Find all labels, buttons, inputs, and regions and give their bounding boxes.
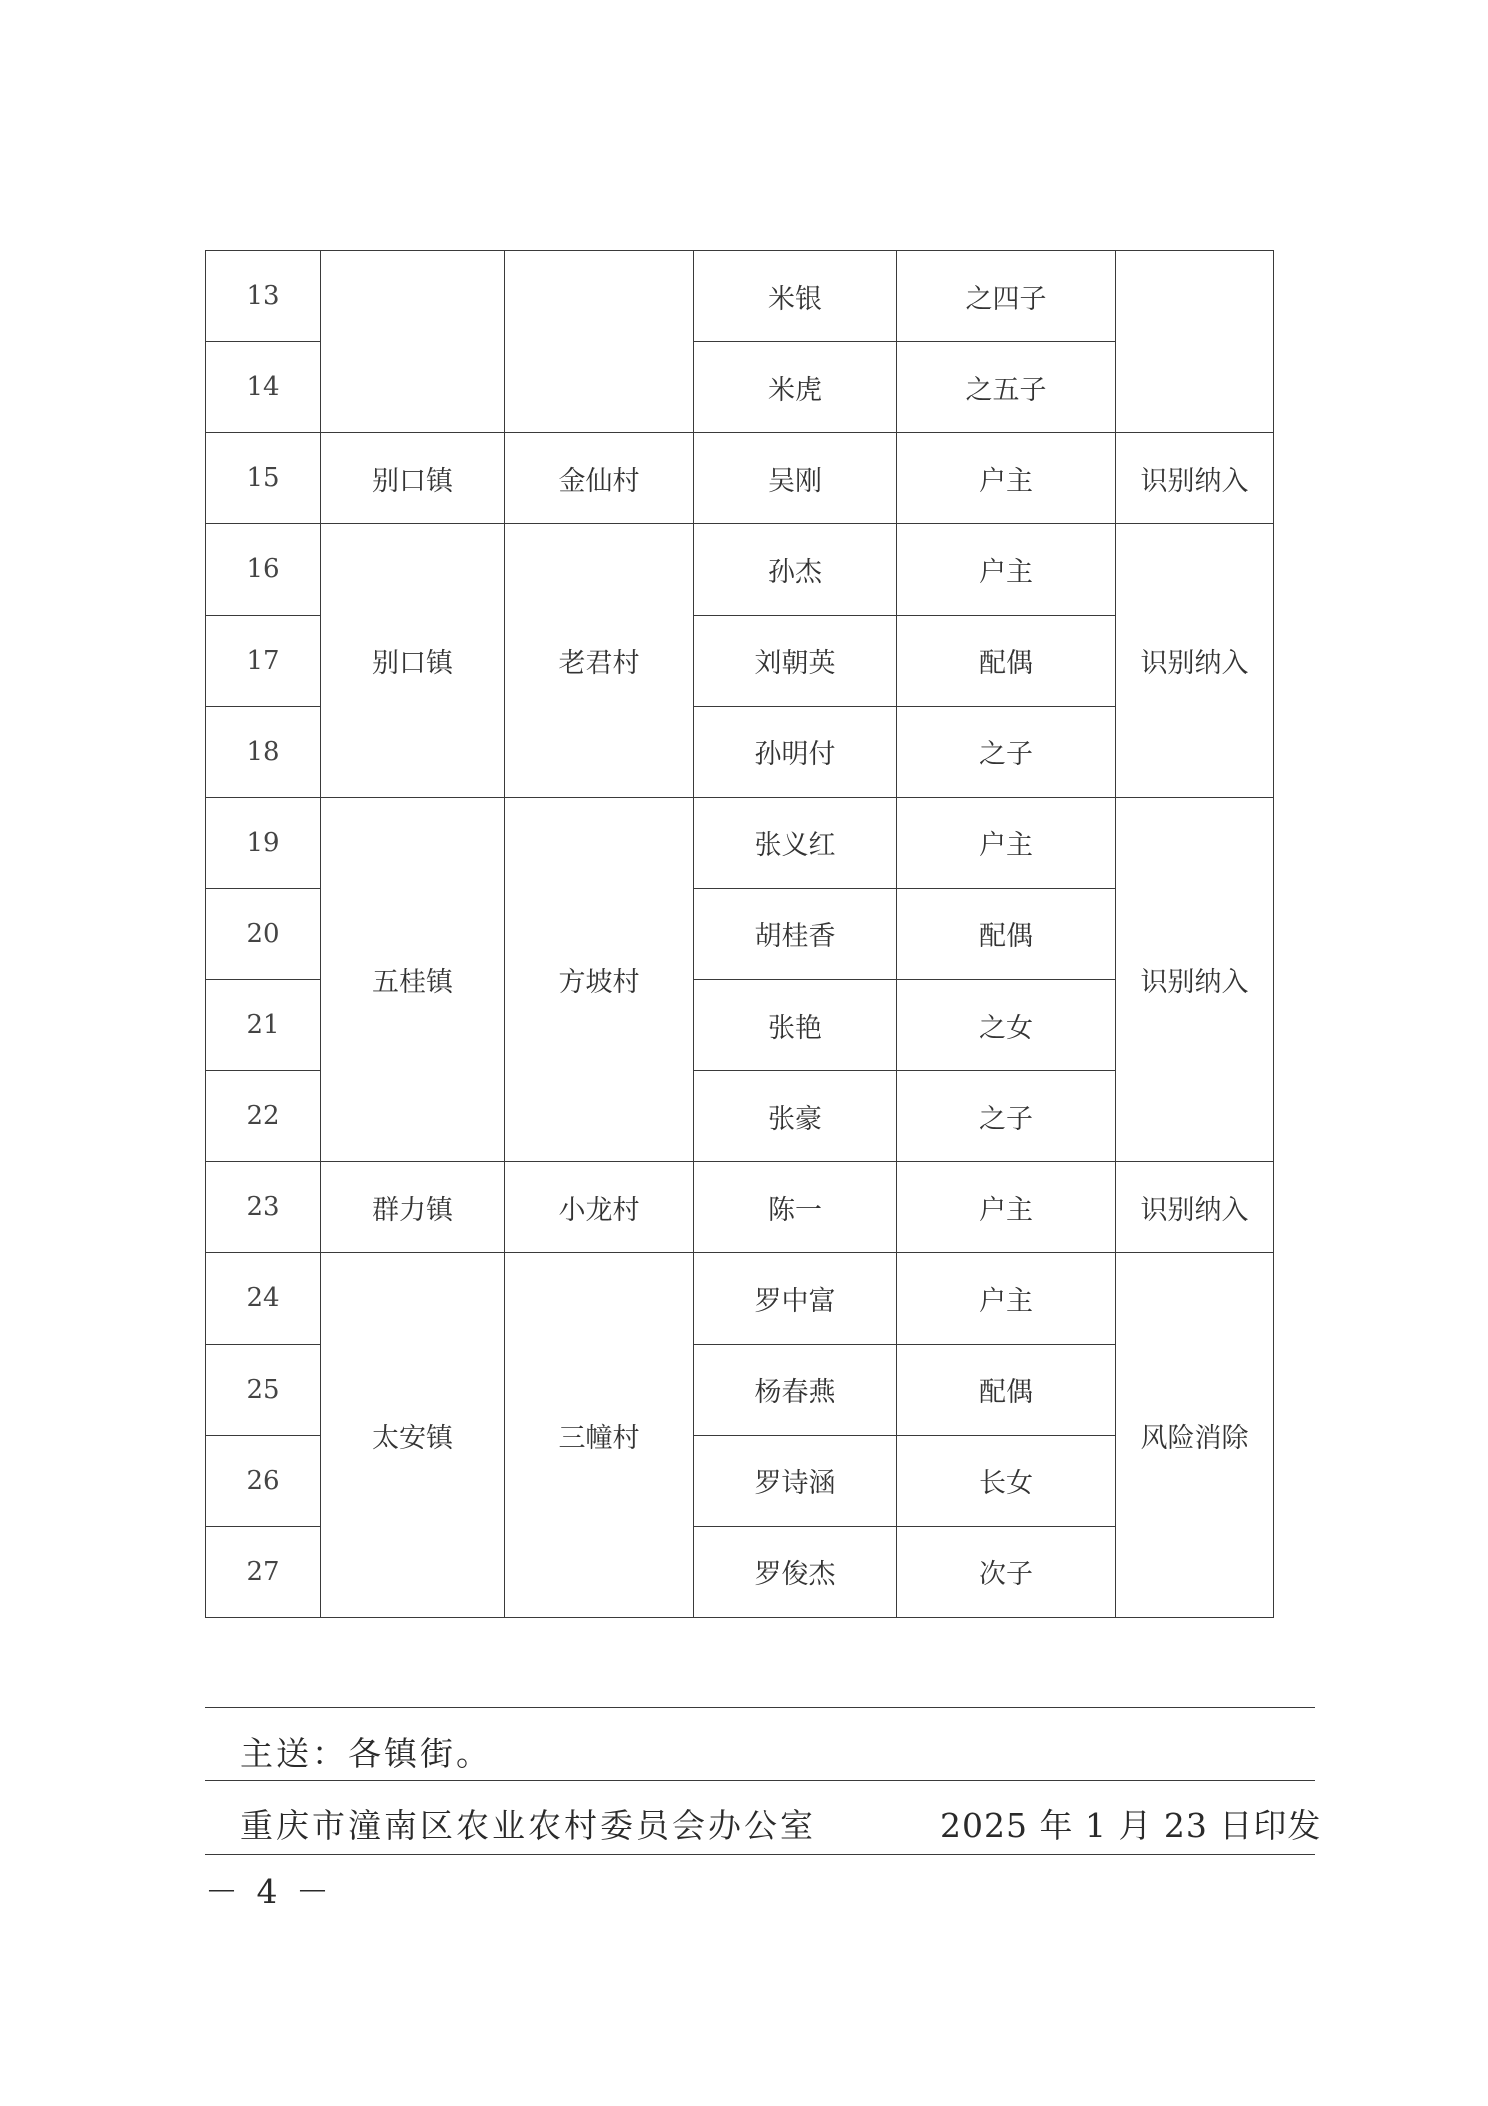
name-cell: 刘朝英 [694,615,897,706]
row-number: 24 [206,1253,321,1344]
village-cell: 金仙村 [505,433,694,524]
status-cell: 识别纳入 [1116,1162,1274,1253]
table-row [206,1253,1274,1344]
relation-cell: 户主 [897,433,1116,524]
name-cell: 罗俊杰 [694,1526,897,1617]
village-cell: 三幢村 [505,1253,694,1618]
print-date: 2025 年 1 月 23 日印发 [940,1806,1322,1845]
status-cell: 风险消除 [1116,1253,1274,1618]
town-cell: 五桂镇 [321,797,505,1162]
issuer-line: 重庆市潼南区农业农村委员会办公室 [240,1806,816,1845]
relation-cell: 之四子 [897,251,1116,342]
page-number: － 4 － [205,1872,333,1911]
row-number: 17 [206,615,321,706]
row-number: 16 [206,524,321,615]
footer-rule-bottom [205,1854,1315,1855]
status-cell [1116,251,1274,433]
village-cell: 小龙村 [505,1162,694,1253]
row-number: 13 [206,251,321,342]
status-cell: 识别纳入 [1116,433,1274,524]
name-cell: 米银 [694,251,897,342]
name-cell: 孙杰 [694,524,897,615]
row-number: 18 [206,706,321,797]
row-number: 14 [206,342,321,433]
relation-cell: 配偶 [897,888,1116,979]
town-cell: 群力镇 [321,1162,505,1253]
name-cell: 张艳 [694,980,897,1071]
relation-cell: 次子 [897,1526,1116,1617]
row-number: 21 [206,980,321,1071]
town-cell: 别口镇 [321,524,505,797]
relation-cell: 户主 [897,1253,1116,1344]
table-row [206,797,1274,888]
relation-cell: 户主 [897,1162,1116,1253]
name-cell: 陈一 [694,1162,897,1253]
relation-cell: 配偶 [897,1344,1116,1435]
relation-cell: 户主 [897,797,1116,888]
relation-cell: 之女 [897,980,1116,1071]
name-cell: 杨春燕 [694,1344,897,1435]
village-cell: 方坡村 [505,797,694,1162]
village-cell: 老君村 [505,524,694,797]
table-row [206,524,1274,615]
relation-cell: 之子 [897,706,1116,797]
table-row [206,251,1274,342]
relation-cell: 户主 [897,524,1116,615]
table-row [206,1162,1274,1253]
name-cell: 米虎 [694,342,897,433]
row-number: 26 [206,1435,321,1526]
row-number: 25 [206,1344,321,1435]
name-cell: 孙明付 [694,706,897,797]
row-number: 15 [206,433,321,524]
town-cell [321,251,505,433]
status-cell: 识别纳入 [1116,524,1274,797]
town-cell: 太安镇 [321,1253,505,1618]
status-cell: 识别纳入 [1116,797,1274,1162]
name-cell: 张豪 [694,1071,897,1162]
relation-cell: 之五子 [897,342,1116,433]
name-cell: 胡桂香 [694,888,897,979]
name-cell: 罗诗涵 [694,1435,897,1526]
table-row [206,433,1274,524]
row-number: 20 [206,888,321,979]
household-table [205,250,1274,1618]
footer-rule-middle [205,1780,1315,1781]
name-cell: 吴刚 [694,433,897,524]
relation-cell: 长女 [897,1435,1116,1526]
village-cell [505,251,694,433]
footer-rule-top [205,1707,1315,1708]
row-number: 19 [206,797,321,888]
recipients-line: 主送：各镇街。 [240,1734,492,1773]
relation-cell: 配偶 [897,615,1116,706]
row-number: 23 [206,1162,321,1253]
row-number: 27 [206,1526,321,1617]
name-cell: 张义红 [694,797,897,888]
relation-cell: 之子 [897,1071,1116,1162]
row-number: 22 [206,1071,321,1162]
town-cell: 别口镇 [321,433,505,524]
name-cell: 罗中富 [694,1253,897,1344]
